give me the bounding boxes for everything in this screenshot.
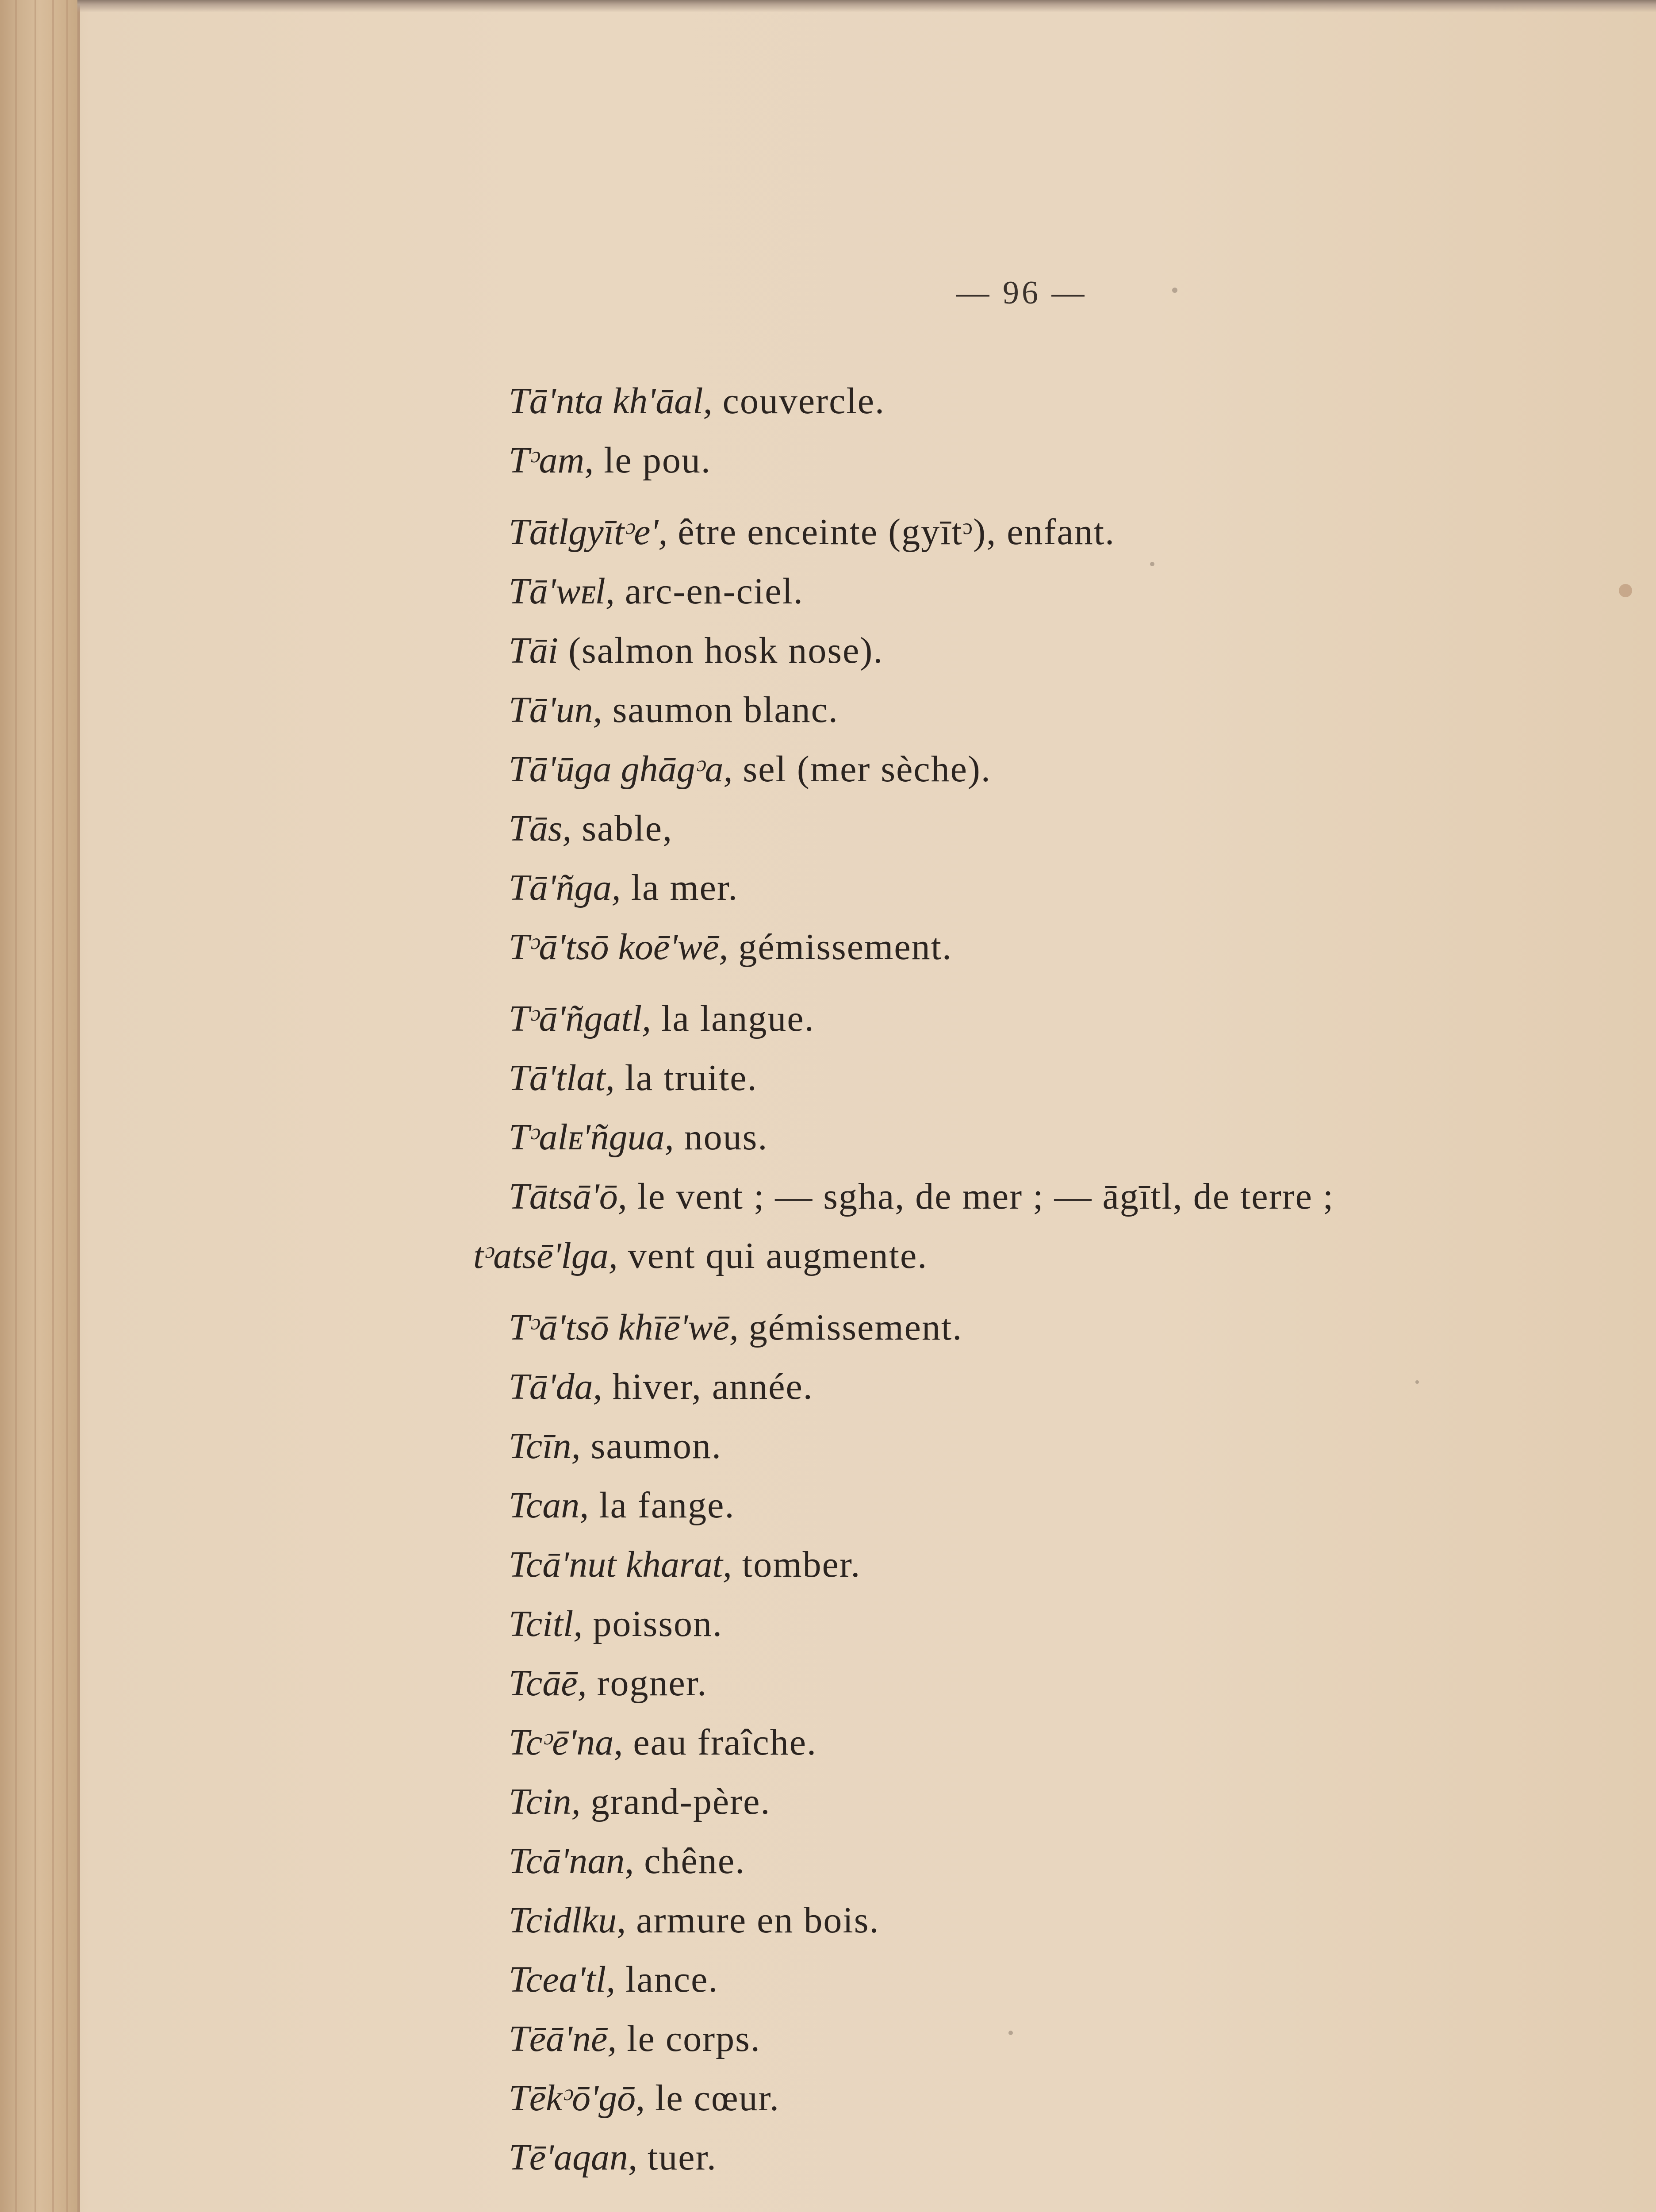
headword: Tcidlku,	[509, 1900, 626, 1941]
paper-speck	[1172, 288, 1177, 293]
definition: le vent ; — sgha, de mer ; — āgītl, de terre ;	[627, 1176, 1334, 1217]
definition: nous.	[674, 1117, 768, 1158]
headword: Tᵓā'tsō koē'wē,	[509, 926, 728, 968]
glossary-entry	[509, 1048, 1606, 1108]
page-number: — 96 —	[956, 275, 1087, 311]
definition: être enceinte (gyītᵓ), enfant.	[667, 511, 1116, 553]
definition: la langue.	[651, 998, 815, 1039]
headword: Tcea'tl,	[509, 1959, 616, 2000]
headword: Tā'ñga,	[509, 867, 621, 908]
definition: (salmon hosk nose).	[558, 630, 884, 671]
definition: tuer.	[637, 2137, 717, 2178]
glossary-entry	[509, 1713, 1606, 1772]
definition: la truite.	[614, 1057, 758, 1098]
definition: sel (mer sèche).	[732, 749, 991, 790]
glossary-entry	[509, 1167, 1606, 1226]
glossary-entry	[509, 621, 1606, 680]
headword: Tātsā'ō,	[509, 1176, 627, 1217]
headword: Tā'nta kh'āal,	[509, 380, 713, 422]
glossary-entry	[509, 431, 1606, 490]
glossary-entry	[509, 858, 1606, 918]
glossary-entry	[509, 918, 1606, 977]
glossary-entry	[509, 503, 1606, 562]
glossary-entry	[509, 1654, 1606, 1713]
edge-line	[15, 0, 17, 2212]
paper-speck	[1619, 584, 1632, 597]
glossary-entry	[509, 372, 1606, 431]
definition: couvercle.	[712, 380, 886, 422]
definition: grand-père.	[580, 1781, 771, 1822]
headword: Tā'un,	[509, 689, 602, 730]
definition: saumon.	[580, 1425, 722, 1467]
glossary-entry	[509, 1594, 1606, 1654]
definition: saumon blanc.	[602, 689, 839, 730]
definition: eau fraîche.	[623, 1722, 817, 1763]
headword: Tcᵓē'na,	[509, 1722, 623, 1763]
glossary-entry	[509, 1832, 1606, 1891]
glossary-entry	[509, 1357, 1606, 1417]
edge-line	[52, 0, 54, 2212]
definition: chêne.	[634, 1840, 746, 1882]
definition: sable,	[571, 808, 673, 849]
headword: Tᵓam,	[509, 440, 594, 481]
definition: le cœur.	[645, 2078, 780, 2119]
headword: Tcīn,	[509, 1425, 581, 1467]
glossary-entry	[509, 989, 1606, 1048]
definition: vent qui augmente.	[617, 1235, 928, 1276]
glossary-entry	[509, 1772, 1606, 1832]
headword: Tātlgyītᵓe',	[509, 511, 668, 553]
definition: la mer.	[621, 867, 739, 908]
headword: Tā'tlat,	[509, 1057, 615, 1098]
definition: la fange.	[589, 1485, 735, 1526]
definition: le corps.	[617, 2018, 761, 2059]
glossary-entry	[509, 1476, 1606, 1535]
glossary-entry	[509, 1108, 1606, 1167]
headword: Tcitl,	[509, 1603, 583, 1644]
glossary-entry	[509, 2128, 1606, 2187]
definition: lance.	[615, 1959, 719, 2000]
headword: Tā'da,	[509, 1366, 602, 1407]
headword: Tcā'nan,	[509, 1840, 634, 1882]
definition: gémissement.	[728, 926, 952, 968]
glossary-entry	[509, 1891, 1606, 1950]
glossary-entry	[509, 1298, 1606, 1357]
headword: Tē'aqan,	[509, 2137, 637, 2178]
definition: poisson.	[583, 1603, 723, 1644]
headword: Tā'wᴇl,	[509, 571, 615, 612]
headword: Tcāē,	[509, 1663, 587, 1704]
glossary-entry	[509, 2069, 1606, 2128]
definition: gémissement.	[738, 1307, 963, 1348]
glossary-entry	[509, 1535, 1606, 1594]
glossary-entry	[509, 680, 1606, 740]
headword: Tēā'nē,	[509, 2018, 617, 2059]
headword: Tāi	[509, 630, 559, 671]
headword: Tcan,	[509, 1485, 589, 1526]
glossary-entry	[509, 799, 1606, 858]
page-edge-left	[0, 0, 80, 2212]
edge-line	[66, 0, 68, 2212]
glossary-entry	[509, 740, 1606, 799]
headword: Tās,	[509, 808, 572, 849]
headword: tᵓatsē'lga,	[473, 1235, 618, 1276]
definition: tomber.	[732, 1544, 861, 1585]
glossary-entry	[509, 562, 1606, 621]
headword: Tēkᵓō'gō,	[509, 2078, 645, 2119]
glossary-entry-continuation	[473, 1226, 1606, 1286]
headword: Tᵓalᴇ'ñgua,	[509, 1117, 674, 1158]
headword: Tᵓā'tsō khīē'wē,	[509, 1307, 739, 1348]
definition: rogner.	[586, 1663, 708, 1704]
headword: Tcin,	[509, 1781, 581, 1822]
definition: le pou.	[594, 440, 711, 481]
definition: arc-en-ciel.	[614, 571, 804, 612]
headword: Tā'ūga ghāgᵓa,	[509, 749, 733, 790]
glossary-entries	[473, 372, 1606, 2187]
definition: armure en bois.	[626, 1900, 880, 1941]
glossary-entry	[509, 2009, 1606, 2069]
headword: Tᵓā'ñgatl,	[509, 998, 652, 1039]
headword: Tcā'nut kharat,	[509, 1544, 732, 1585]
definition: hiver, année.	[602, 1366, 813, 1407]
edge-line	[34, 0, 36, 2212]
glossary-entry	[509, 1417, 1606, 1476]
page-edge-top	[77, 0, 1656, 12]
glossary-entry	[509, 1950, 1606, 2009]
